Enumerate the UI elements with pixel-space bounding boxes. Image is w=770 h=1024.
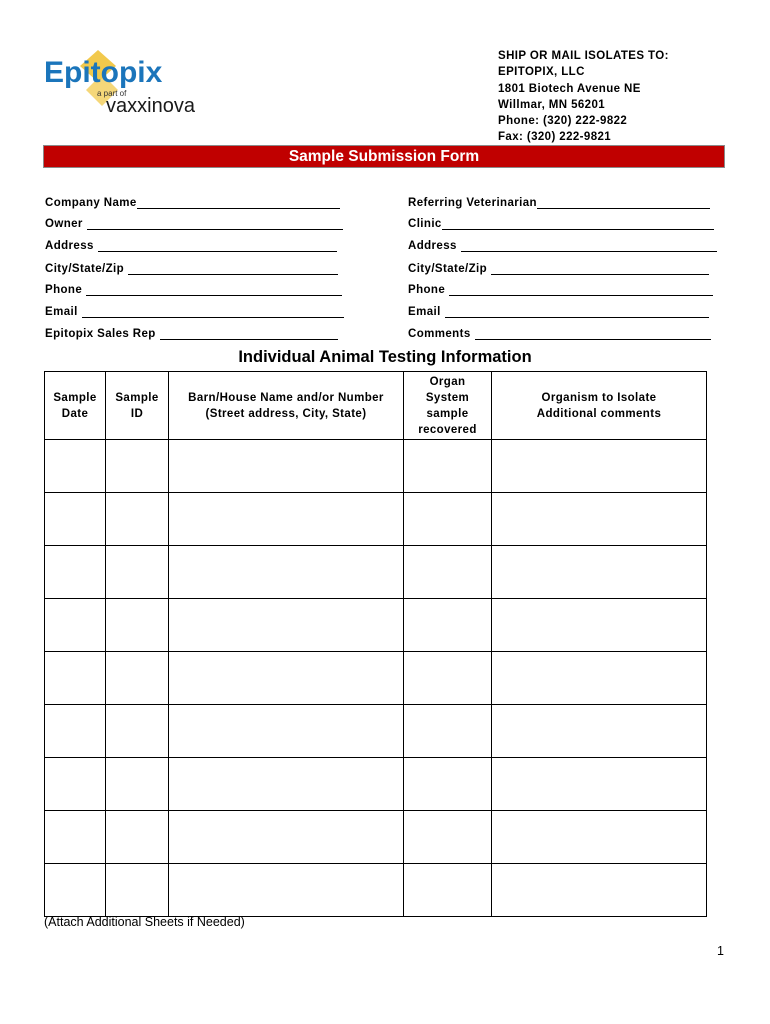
field-line[interactable] <box>98 241 337 252</box>
cell-sample-id[interactable] <box>106 705 169 758</box>
field-line[interactable] <box>537 198 710 209</box>
cell-organ-system[interactable] <box>404 864 492 917</box>
field-line[interactable] <box>87 219 343 230</box>
field-line[interactable] <box>86 285 342 296</box>
cell-organism[interactable] <box>492 546 707 599</box>
field-city-state-zip-left[interactable] <box>45 263 338 275</box>
header-line: Organism to Isolate <box>541 391 657 404</box>
field-line[interactable] <box>449 285 713 296</box>
ship-to-line: 1801 Biotech Avenue NE <box>498 82 641 95</box>
cell-barn-house[interactable] <box>169 811 404 864</box>
field-label: Email <box>45 306 78 318</box>
field-owner[interactable] <box>45 218 343 230</box>
logo-tagline-text: a part of <box>97 89 127 98</box>
section-heading: Individual Animal Testing Information <box>238 348 532 366</box>
epitopix-logo <box>42 46 222 118</box>
table-row <box>45 758 707 811</box>
cell-sample-id[interactable] <box>106 493 169 546</box>
field-label: Comments <box>408 328 471 340</box>
header-sample-date <box>45 372 106 440</box>
header-line: System <box>425 391 470 404</box>
field-label: City/State/Zip <box>45 263 125 275</box>
table-row <box>45 864 707 917</box>
header-line: Barn/House Name and/or Number <box>188 391 384 404</box>
field-label: Email <box>408 306 441 318</box>
cell-organ-system[interactable] <box>404 758 492 811</box>
cell-organ-system[interactable] <box>404 440 492 493</box>
field-line[interactable] <box>445 307 709 318</box>
cell-sample-date[interactable] <box>45 493 106 546</box>
cell-organism[interactable] <box>492 493 707 546</box>
field-label: Address <box>408 240 457 252</box>
cell-organ-system[interactable] <box>404 546 492 599</box>
table-row <box>45 811 707 864</box>
cell-organism[interactable] <box>492 705 707 758</box>
header-line: (Street address, City, State) <box>205 407 367 420</box>
field-sales-rep[interactable] <box>45 328 338 340</box>
field-line[interactable] <box>461 241 717 252</box>
cell-sample-date[interactable] <box>45 811 106 864</box>
cell-organism[interactable] <box>492 440 707 493</box>
cell-organism[interactable] <box>492 758 707 811</box>
animal-testing-table <box>44 371 707 917</box>
cell-sample-date[interactable] <box>45 652 106 705</box>
table-row <box>45 652 707 705</box>
field-line[interactable] <box>491 264 709 275</box>
table-row <box>45 440 707 493</box>
form-title: Sample Submission Form <box>288 148 480 165</box>
cell-organism[interactable] <box>492 652 707 705</box>
cell-barn-house[interactable] <box>169 864 404 917</box>
field-clinic[interactable] <box>408 218 714 230</box>
header-line: Sample <box>53 391 97 404</box>
field-label: Company Name <box>45 197 137 209</box>
header-sample-id <box>106 372 169 440</box>
cell-organ-system[interactable] <box>404 811 492 864</box>
field-line[interactable] <box>128 264 338 275</box>
cell-organ-system[interactable] <box>404 599 492 652</box>
cell-organism[interactable] <box>492 811 707 864</box>
cell-organism[interactable] <box>492 864 707 917</box>
field-label: City/State/Zip <box>408 263 488 275</box>
table-row <box>45 546 707 599</box>
header-barn-house <box>169 372 404 440</box>
cell-barn-house[interactable] <box>169 652 404 705</box>
field-line[interactable] <box>442 219 714 230</box>
cell-sample-date[interactable] <box>45 599 106 652</box>
ship-to-line: Willmar, MN 56201 <box>498 98 606 111</box>
table-row <box>45 599 707 652</box>
field-address-right[interactable] <box>408 240 717 252</box>
cell-barn-house[interactable] <box>169 493 404 546</box>
logo-brand-text: Epitopix <box>44 56 163 89</box>
table-row <box>45 705 707 758</box>
cell-sample-date[interactable] <box>45 758 106 811</box>
table-row <box>45 493 707 546</box>
cell-barn-house[interactable] <box>169 758 404 811</box>
cell-sample-id[interactable] <box>106 811 169 864</box>
cell-sample-date[interactable] <box>45 705 106 758</box>
ship-to-line: Phone: (320) 222-9822 <box>498 115 628 128</box>
cell-sample-id[interactable] <box>106 546 169 599</box>
field-line[interactable] <box>475 329 711 340</box>
cell-organism[interactable] <box>492 599 707 652</box>
header-line: Organ <box>429 375 466 388</box>
field-line[interactable] <box>82 307 344 318</box>
field-city-state-zip-right[interactable] <box>408 263 709 275</box>
header-organ-system <box>404 372 492 440</box>
cell-sample-id[interactable] <box>106 864 169 917</box>
cell-organ-system[interactable] <box>404 493 492 546</box>
field-label: Phone <box>45 284 83 296</box>
field-line[interactable] <box>160 329 338 340</box>
cell-sample-date[interactable] <box>45 864 106 917</box>
field-referring-veterinarian[interactable] <box>408 197 710 209</box>
field-label: Phone <box>408 284 446 296</box>
cell-barn-house[interactable] <box>169 546 404 599</box>
field-line[interactable] <box>137 198 340 209</box>
field-address-left[interactable] <box>45 240 337 252</box>
cell-organ-system[interactable] <box>404 652 492 705</box>
field-phone-left[interactable] <box>45 284 342 296</box>
cell-sample-id[interactable] <box>106 440 169 493</box>
cell-sample-date[interactable] <box>45 440 106 493</box>
header-line: Additional comments <box>536 407 662 420</box>
field-label: Epitopix Sales Rep <box>45 328 156 340</box>
field-company-name[interactable] <box>45 197 340 209</box>
ship-to-line: SHIP OR MAIL ISOLATES TO: <box>498 50 669 62</box>
header-line: ID <box>130 407 144 420</box>
cell-barn-house[interactable] <box>169 599 404 652</box>
header-line: sample <box>426 407 469 420</box>
attach-sheets-note: (Attach Additional Sheets if Needed) <box>44 915 245 929</box>
cell-organ-system[interactable] <box>404 705 492 758</box>
logo-graphic <box>42 46 222 118</box>
ship-to-line: Fax: (320) 222-9821 <box>498 131 612 144</box>
cell-sample-id[interactable] <box>106 758 169 811</box>
field-label: Referring Veterinarian <box>408 197 537 209</box>
cell-barn-house[interactable] <box>169 440 404 493</box>
header-line: recovered <box>418 423 477 436</box>
ship-to-line: EPITOPIX, LLC <box>498 66 585 79</box>
table-header-row <box>45 372 707 440</box>
field-phone-right[interactable] <box>408 284 713 296</box>
cell-sample-id[interactable] <box>106 652 169 705</box>
field-label: Clinic <box>408 218 442 230</box>
cell-barn-house[interactable] <box>169 705 404 758</box>
cell-sample-date[interactable] <box>45 546 106 599</box>
table-body <box>45 440 707 917</box>
ship-to-address <box>498 48 669 146</box>
field-email-right[interactable] <box>408 306 709 318</box>
form-title-banner <box>43 145 725 168</box>
field-label: Owner <box>45 218 83 230</box>
page-number: 1 <box>717 944 724 958</box>
header-line: Sample <box>115 391 159 404</box>
logo-parent-text: vaxxinova <box>106 95 195 117</box>
cell-sample-id[interactable] <box>106 599 169 652</box>
header-organism <box>492 372 707 440</box>
header-line: Date <box>61 407 89 420</box>
field-email-left[interactable] <box>45 306 344 318</box>
field-comments[interactable] <box>408 328 711 340</box>
field-label: Address <box>45 240 94 252</box>
